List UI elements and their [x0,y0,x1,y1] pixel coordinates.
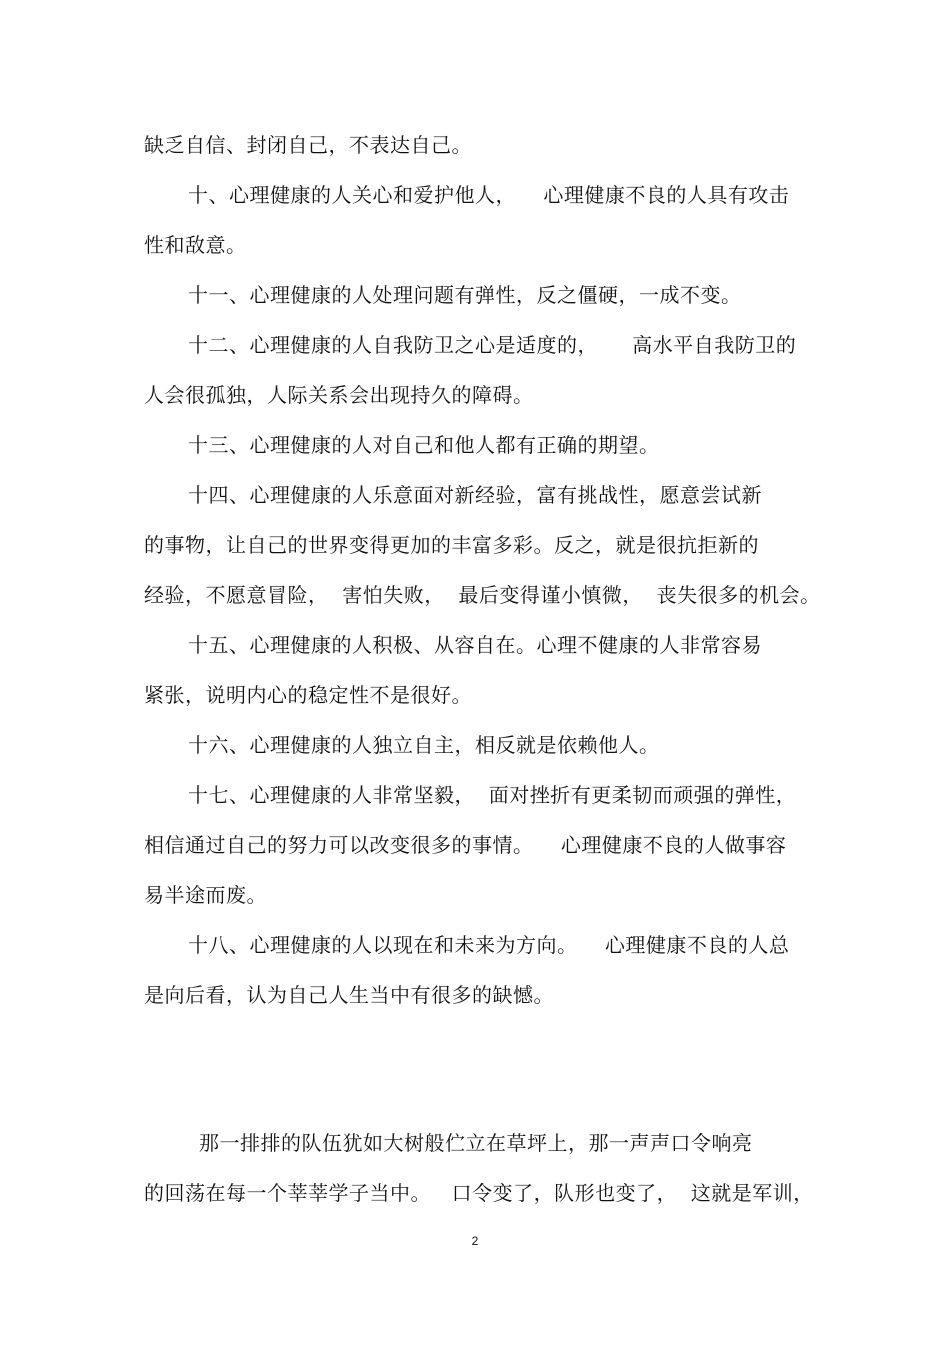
text-line-5: 十二、心理健康的人自我防卫之心是适度的， 高水平自我防卫的 [188,333,797,357]
text-line-12: 紧张，说明内心的稳定性不是很好。 [144,683,472,707]
text-line-4: 十一、心理健康的人处理问题有弹性，反之僵硬，一成不变。 [188,283,742,307]
text-line-17: 十八、心理健康的人以现在和未来为方向。 心理健康不良的人总 [188,933,790,957]
text-line-10: 经验，不愿意冒险， 害怕失败， 最后变得谨小慎微， 丧失很多的机会。 [144,583,821,607]
page-number: 2 [471,1234,479,1248]
text-line-11: 十五、心理健康的人积极、从容自在。心理不健康的人非常容易 [188,633,762,657]
text-line-8: 十四、心理健康的人乐意面对新经验，富有挑战性，愿意尝试新 [188,483,762,507]
text-line-18: 是向后看，认为自己人生当中有很多的缺憾。 [144,983,554,1007]
text-line-3: 性和敌意。 [144,233,247,257]
text-line-6: 人会很孤独，人际关系会出现持久的障碍。 [144,383,534,407]
text-line-15: 相信通过自己的努力可以改变很多的事情。 心理健康不良的人做事容 [144,833,787,857]
text-line-16: 易半途而废。 [144,883,267,907]
text-line-1: 缺乏自信、封闭自己，不表达自己。 [144,133,472,157]
text-line-13: 十六、心理健康的人独立自主，相反就是依赖他人。 [188,733,660,757]
text-line-2: 十、心理健康的人关心和爱护他人， 心理健康不良的人具有攻击 [188,183,790,207]
text-line-14: 十七、心理健康的人非常坚毅， 面对挫折有更柔韧而顽强的弹性， [188,783,797,807]
text-line-9: 的事物，让自己的世界变得更加的丰富多彩。反之，就是很抗拒新的 [144,533,759,557]
text-line-19: 那一排排的队伍犹如大树般伫立在草坪上，那一声声口令响亮 [199,1131,753,1155]
text-line-7: 十三、心理健康的人对自己和他人都有正确的期望。 [188,433,660,457]
text-line-20: 的回荡在每一个莘莘学子当中。 口令变了，队形也变了， 这就是军训， [144,1181,814,1205]
